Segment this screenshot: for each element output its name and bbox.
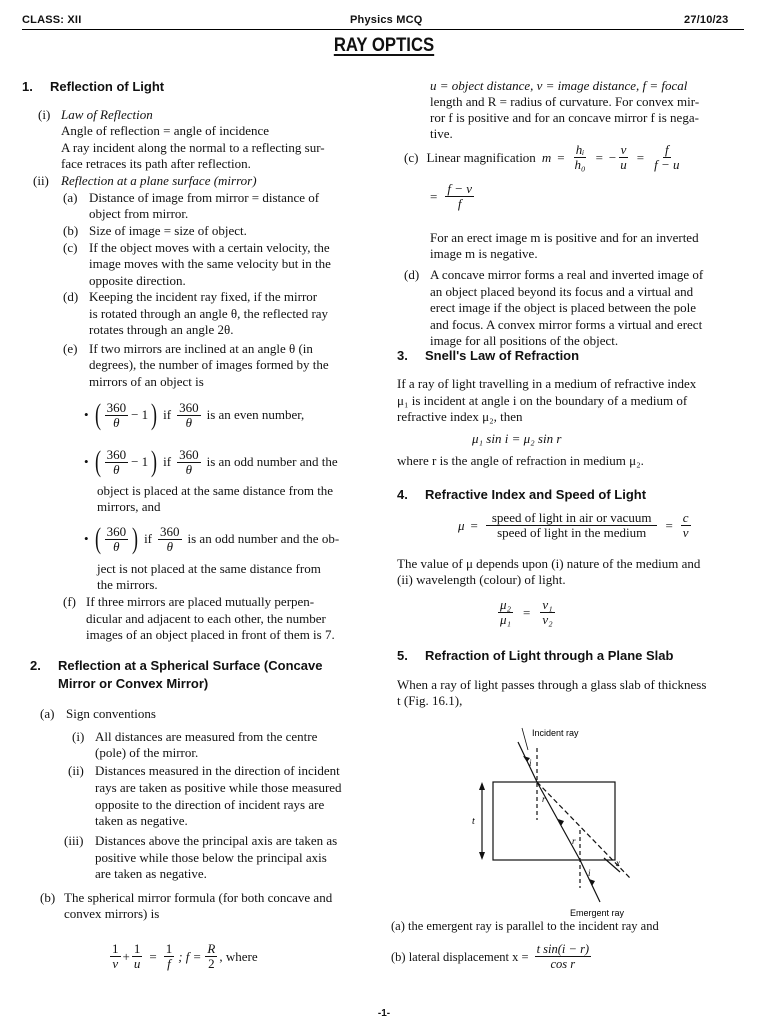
snells-law-equation: μ₁ sin i = μ₂ sin r xyxy=(472,431,562,446)
item-number: (d) xyxy=(63,289,79,304)
text-line: For an erect image m is positive and for an inverted xyxy=(430,230,699,245)
angle-r-bottom-label: r xyxy=(572,836,576,846)
text-line: where r is the angle of refraction in medium μ₂. xyxy=(397,453,644,468)
glass-slab xyxy=(493,782,615,860)
text-line: refractive index μ₂, then xyxy=(397,409,523,424)
law-of-reflection-title: Law of Reflection xyxy=(61,107,153,122)
text-line: are taken as negative. xyxy=(95,866,207,881)
text-line: ject is not placed at the same distance from xyxy=(97,561,321,576)
text-line: The spherical mirror formula (for both concave and xyxy=(64,890,333,905)
item-number: (i) xyxy=(38,107,51,122)
lateral-displacement-formula: (b) lateral displacement x = $\frac{\text{t sin(i − r)}}{\text{cos r}}$ xyxy=(391,942,590,971)
text-line: If a ray of light travelling in a medium of refractive index xyxy=(397,376,697,391)
item-number: (d) xyxy=(404,267,420,282)
bullet-formula-odd-not-equal: • ( $\frac{360}{\theta}$ ) if $\frac{360}{\theta}$ is an odd number and the ob- xyxy=(84,522,340,555)
text-line: object from mirror. xyxy=(89,206,189,221)
displacement-x-label: x xyxy=(616,858,620,868)
angle-r-label: r xyxy=(542,794,546,804)
item-number: (b) xyxy=(40,890,56,905)
refractive-index-formula: μ = $\frac{\text{speed of light in air or vacuum}}{\text{speed of light in the medium}}$ = $\frac{c}{v}$ xyxy=(458,510,689,540)
text-line: is rotated through an angle θ, the reflected ray xyxy=(89,306,329,321)
bullet-formula-even: • ( $\frac{360}{\theta}$ − 1 ) if $\frac{360}{\theta}$ is an even number, xyxy=(84,398,305,431)
text-line: μ₁ is incident at angle i on the boundary of a medium of xyxy=(397,393,688,408)
item-number: (ii) xyxy=(33,173,49,188)
text-line: tive. xyxy=(430,126,453,141)
text-line: an object placed beyond its focus and a virtual and xyxy=(430,284,694,299)
text-line: rays are taken as positive while those measured xyxy=(95,780,342,795)
text-line: image moves with the same velocity but in the xyxy=(89,256,331,271)
date-label: 27/10/23 xyxy=(684,14,729,26)
text-line: image for all positions of the object. xyxy=(430,333,619,348)
item-number: (iii) xyxy=(64,833,84,848)
text-line: and focus. A convex mirror forms a virtual and erect xyxy=(430,317,703,332)
index-velocity-ratio: $\frac{\text{μ₂}}{\text{μ₁}}$ = $\frac{\text{v₁}}{\text{v₂}}$ xyxy=(500,597,553,627)
text-line: mirrors, and xyxy=(97,499,161,514)
sign-conventions-title: Sign conventions xyxy=(66,706,156,721)
item-number: (ii) xyxy=(68,763,84,778)
text-line: All distances are measured from the centre xyxy=(95,729,318,744)
text-line: Distance of image from mirror = distance of xyxy=(89,190,320,205)
text-line: When a ray of light passes through a glass slab of thickness xyxy=(397,677,707,692)
text-line: The value of μ depends upon (i) nature of the medium and xyxy=(397,556,701,571)
emergent-ray-label: Emergent ray xyxy=(570,908,625,918)
item-number: (i) xyxy=(72,729,85,744)
text-line: If the object moves with a certain velocity, the xyxy=(89,240,330,255)
section-5-heading: 5. Refraction of Light through a Plane Slab xyxy=(397,648,674,663)
item-number: (e) xyxy=(63,341,78,356)
bullet-formula-odd: • ( $\frac{360}{\theta}$ − 1 ) if $\frac{360}{\theta}$ is an odd number and the xyxy=(84,445,338,478)
class-label: CLASS: XII xyxy=(22,14,82,26)
angle-i-label: i xyxy=(529,758,532,768)
text-line: erect image if the object is placed between the pole xyxy=(430,300,697,315)
text-line: u = object distance, v = image distance, f = focal xyxy=(430,78,688,93)
text-line: A ray incident along the normal to a reflecting sur- xyxy=(61,140,325,155)
section-1-heading: 1. Reflection of Light xyxy=(22,79,165,94)
text-line: opposite to the direction of incident rays are xyxy=(95,797,325,812)
text-line: If three mirrors are placed mutually perpen- xyxy=(86,594,315,609)
header-rule xyxy=(22,29,744,30)
text-line: mirrors of an object is xyxy=(89,374,204,389)
text-line: positive while those below the principal axis xyxy=(95,850,327,865)
subject-label: Physics MCQ xyxy=(350,14,423,26)
text-line: taken as negative. xyxy=(95,813,188,828)
page-title: RAY OPTICS xyxy=(333,35,435,56)
magnification-formula-cont: = $\frac{f - v}{f}$ xyxy=(430,181,472,211)
text-line: convex mirrors) is xyxy=(64,906,160,921)
text-line: Angle of reflection = angle of incidence xyxy=(61,123,270,138)
text-line: t (Fig. 16.1), xyxy=(397,693,463,708)
section-4-heading: 4. Refractive Index and Speed of Light xyxy=(397,487,647,502)
text-line: ror f is positive and for an concave mirror f is nega- xyxy=(430,110,699,125)
text-line: opposite direction. xyxy=(89,273,186,288)
section-3-heading: 3. Snell's Law of Refraction xyxy=(397,348,580,363)
mirror-formula: $\frac{1}{v}$ + $\frac{1}{u}$ = $\frac{1}{f}$ ; f = $\frac{R}{2}$ , where xyxy=(112,941,258,971)
text-line: dicular and adjacent to each other, the number xyxy=(86,611,326,626)
text-line: Distances above the principal axis are taken as xyxy=(95,833,338,848)
section-2-heading-line2: Mirror or Convex Mirror) xyxy=(58,676,209,691)
text-line: the mirrors. xyxy=(97,577,158,592)
text-line: object is placed at the same distance from the xyxy=(97,483,334,498)
text-line: Distances measured in the direction of incident xyxy=(95,763,340,778)
text-line: Size of image = size of object. xyxy=(89,223,247,238)
plane-mirror-title: Reflection at a plane surface (mirror) xyxy=(61,173,257,188)
text-line: A concave mirror forms a real and inverted image of xyxy=(430,267,704,282)
text-line: (pole) of the mirror. xyxy=(95,745,199,760)
text-line: Keeping the incident ray fixed, if the mirror xyxy=(89,289,318,304)
item-number: (a) xyxy=(40,706,55,721)
item-number: (c) xyxy=(63,240,78,255)
item-number: (b) xyxy=(63,223,79,238)
linear-magnification-formula: (c) Linear magnification m = $\frac{\text{hᵢ}}{\text{h₀}}$ = − $\frac{v}{u}$ = $\frac{f}{f - u}$ xyxy=(404,142,680,172)
section-2-heading: 2. Reflection at a Spherical Surface (Concave xyxy=(30,658,323,673)
text-line: face retraces its path after reflection. xyxy=(61,156,251,171)
text-line: (ii) wavelength (colour) of light. xyxy=(397,572,566,587)
text-line: length and R = radius of curvature. For convex mir- xyxy=(430,94,700,109)
angle-i-bottom-label: i xyxy=(588,868,591,878)
text-line: images of an object placed in front of them is 7. xyxy=(86,627,335,642)
item-number: (a) xyxy=(63,190,78,205)
incident-ray-label: Incident ray xyxy=(532,728,579,738)
text-line: rotates through an angle 2θ. xyxy=(89,322,234,337)
text-line: image m is negative. xyxy=(430,246,538,261)
glass-slab-figure xyxy=(470,720,680,920)
result-a-line: (a) the emergent ray is parallel to the incident ray and xyxy=(391,919,659,933)
text-line: degrees), the number of images formed by the xyxy=(89,357,329,372)
text-line: If two mirrors are inclined at an angle θ (in xyxy=(89,341,313,356)
thickness-label: t xyxy=(472,816,475,827)
item-number: (f) xyxy=(63,594,76,609)
page-number: -1- xyxy=(377,1008,391,1019)
